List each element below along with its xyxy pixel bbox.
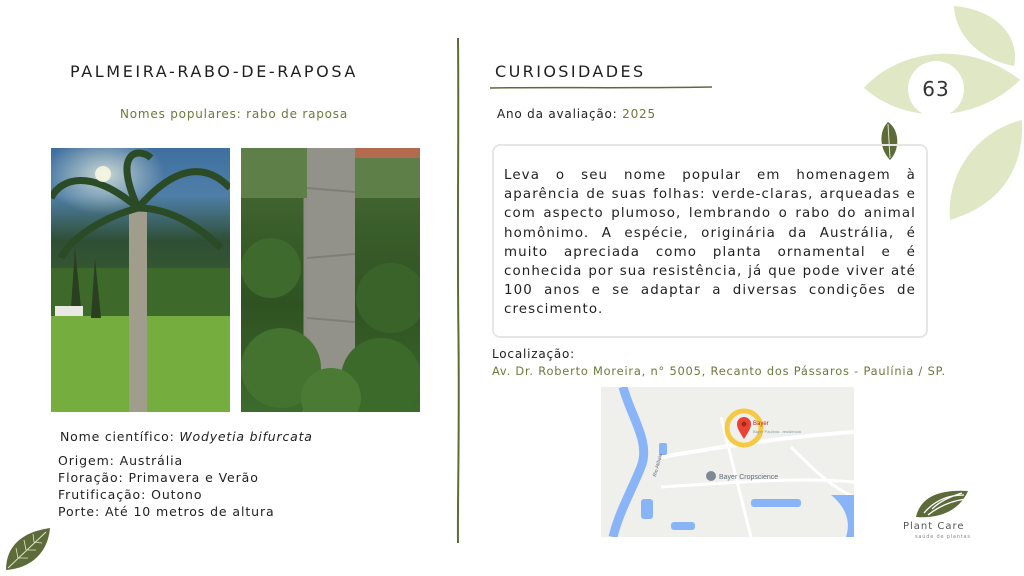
curiosity-text: Leva o seu nome popular em homenagem à aparência de suas folhas: verde-claras, arqueadas e com aspecto plumoso, lembrando o rabo do animal homônimo. A espécie, originária da Austrália, é muito apreciada como planta ornamental e é conhecida por sua resistência, já que pode viver até 100 anos e se adaptar a diversas condições de crescimento. [504, 168, 916, 318]
curiosities-title: CURIOSIDADES [495, 62, 646, 81]
fact-size: Porte: Até 10 metros de altura [58, 504, 275, 519]
scientific-name-line [60, 429, 313, 444]
year-value: 2025 [622, 107, 656, 121]
river [613, 387, 644, 537]
curiosity-box [492, 144, 928, 338]
popular-names: Nomes populares: rabo de raposa [120, 107, 349, 121]
fact-flowering: Floração: Primavera e Verão [58, 470, 259, 485]
map-place-label: Bayer Cropscience [719, 474, 779, 481]
map-pin-label: Bayer [753, 421, 769, 427]
fact-fruiting: Frutificação: Outono [58, 487, 203, 502]
map-place-marker [706, 471, 716, 481]
species-title: PALMEIRA-RABO-DE-RAPOSA [70, 62, 358, 81]
fact-origin: Origem: Austrália [58, 453, 184, 468]
evaluation-year [497, 107, 656, 121]
logo-name: Plant Care [903, 521, 965, 532]
column-divider [456, 38, 460, 543]
map-art [601, 387, 854, 537]
leaf-shape [950, 120, 1022, 220]
palm-photo-1 [51, 148, 230, 412]
location-label: Localização: [492, 347, 576, 361]
map-pin-icon [737, 417, 751, 439]
scientific-name-label: Nome científico: [60, 429, 180, 444]
palm-photo-2 [241, 148, 420, 412]
title-underline [490, 86, 712, 89]
year-label: Ano da avaliação: [497, 107, 623, 121]
leaf-corner-icon [2, 526, 52, 572]
location-map[interactable] [601, 387, 854, 537]
palm-photo-2-art [241, 148, 420, 412]
logo-tagline: saúde de plantas [915, 534, 971, 540]
scientific-name: Wodyetia bifurcata [179, 429, 313, 444]
map-road-label: Rio Atibaia [652, 452, 665, 478]
palm-photo-1-art [51, 148, 230, 412]
location-address: Av. Dr. Roberto Moreira, n° 5005, Recanto dos Pássaros - Paulínia / SP. [492, 364, 946, 378]
map-pin-sublabel: Bayer Paulínia - residencia [753, 429, 801, 434]
species-facts [58, 452, 275, 520]
page-number: 63 [922, 77, 950, 101]
plant-care-logo-icon [914, 487, 970, 519]
